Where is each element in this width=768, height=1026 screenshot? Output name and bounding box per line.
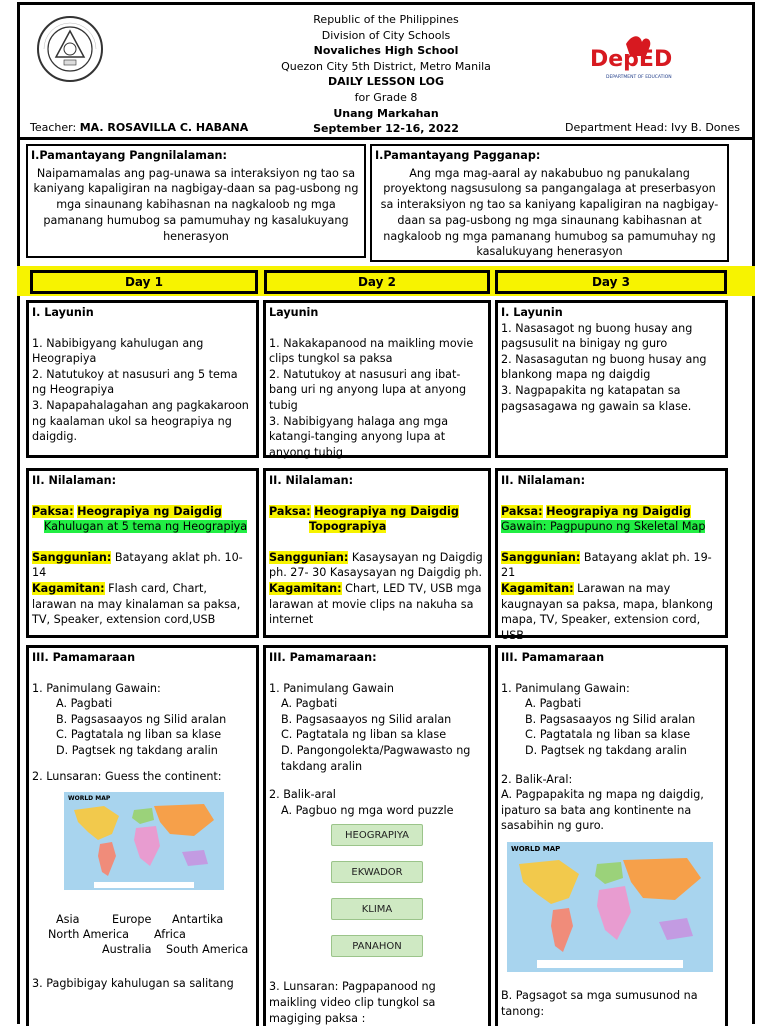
method-step: C. Pagtatala ng liban sa klase: [525, 728, 691, 742]
kagamitan-label: Kagamitan:: [501, 581, 574, 595]
method-title: III. Pamamaraan:: [269, 651, 377, 664]
paksa-subtopic: Topograpiya: [309, 520, 387, 534]
sanggunian-text: Batayang aklat ph. 19-21: [501, 550, 712, 580]
content-standard-title: I.Pamantayang Pangnilalaman:: [31, 149, 227, 162]
day-2-method: [263, 645, 491, 1026]
sanggunian-text: Batayang aklat ph. 10-14: [32, 550, 243, 580]
method-step: A. Pagbati: [56, 697, 113, 711]
deped-logo-icon: [586, 32, 710, 82]
objectives-title: I. Layunin: [501, 306, 563, 319]
world-map-label: WORLD MAP: [68, 795, 111, 803]
objective-item: 2. Natutukoy at nasusuri ang ibat-bang uri ng anyong lupa at anyong tubig: [269, 367, 467, 412]
kagamitan-text: Flash card, Chart, larawan na may kinalaman sa paksa, TV, Speaker, extension cord,USB: [32, 581, 241, 627]
method-balik-aral-item: A. Pagpapakita ng mapa ng daigdig, ipaturo sa bata ang kontinente na sasabihin ng guro.: [501, 788, 704, 833]
objective-item: 3. Nabibigyang halaga ang mga katangi-tanging anyong lupa at anyong tubig: [269, 414, 449, 459]
content-standard-text: Naipamamalas ang pag-unawa sa interaksiyon ng tao sa kaniyang kapaligiran na nagbigay-daan sa pag-usbong ng mga sinaunang kabihasnan na nagkaloob ng mga pamanang humubog sa pamumuhay ng kasalukuyang henerasyon: [33, 166, 359, 243]
content-title: II. Nilalaman:: [501, 474, 586, 487]
content-standard-box: [26, 144, 366, 258]
word-puzzle-card: HEOGRAPIYA: [331, 824, 423, 846]
continent-name: Europe: [112, 913, 152, 927]
world-map-label: WORLD MAP: [511, 844, 561, 853]
paksa-topic: Heograpiya ng Daigdig: [546, 504, 691, 518]
continent-list: [32, 912, 253, 964]
content-title: II. Nilalaman:: [269, 474, 354, 487]
sanggunian-label: Sanggunian:: [269, 550, 349, 564]
method-intro: 1. Panimulang Gawain: [269, 681, 394, 695]
objective-item: 3. Nagpapakita ng katapatan sa pagsasagawa ng gawain sa klase.: [501, 383, 692, 413]
continent-name: North America: [48, 928, 129, 942]
content-title: II. Nilalaman:: [32, 474, 117, 487]
header-line-division: Division of City Schools: [321, 28, 451, 42]
world-map-icon: [64, 792, 224, 890]
paksa-label: Paksa:: [501, 504, 543, 518]
continent-name: Antartika: [172, 913, 224, 927]
document-header: [30, 12, 742, 135]
paksa-subtopic: Gawain: Pagpupuno ng Skeletal Map: [501, 520, 706, 534]
word-puzzle-card: PANAHON: [331, 935, 423, 957]
continent-name: Africa: [154, 928, 186, 942]
method-balik-aral-item: A. Pagbuo ng mga word puzzle: [281, 803, 454, 817]
sanggunian-label: Sanggunian:: [501, 550, 581, 564]
deped-logo-subtext: DEPARTMENT OF EDUCATION: [606, 75, 672, 80]
day-2-header: Day 2: [264, 270, 490, 294]
objectives-title: I. Layunin: [32, 306, 94, 319]
day-1-content: [26, 468, 259, 638]
objective-item: 1. Nasasagot ng buong husay ang pagsusulit na binigay ng guro: [501, 321, 693, 351]
school-address: Quezon City 5th District, Metro Manila: [281, 59, 491, 73]
performance-standard-text: Ang mga mag-aaral ay nakabubuo ng panukalang proyektong nagsusulong sa pangangalaga at preserbasyon sa interaksiyon ng tao sa kaniyang kapaligiran na nagbigay-daan sa pag-usbong ng mga sinaunang kabihasnan at nagkaloob ng mga pamanang humubog sa pamumuhay ng kasalukuyang henerasyon: [380, 166, 719, 259]
header-divider: [17, 137, 755, 140]
grade-level: for Grade 8: [354, 90, 418, 104]
kagamitan-text: Chart, LED TV, USB mga larawan at movie clips na nakuha sa internet: [269, 581, 482, 627]
method-balik-aral: 2. Balik-Aral:: [501, 772, 573, 786]
method-step: A. Pagbati: [281, 697, 338, 711]
teacher-name: MA. ROSAVILLA C. HABANA: [79, 121, 249, 134]
department-head: Department Head: Ivy B. Dones: [565, 121, 740, 134]
paksa-topic: Heograpiya ng Daigdig: [314, 504, 459, 518]
method-step: B. Pagsasaayos ng Silid aralan: [525, 712, 696, 726]
kagamitan-label: Kagamitan:: [269, 581, 342, 595]
method-intro: 1. Panimulang Gawain:: [501, 681, 630, 695]
continent-name: Asia: [56, 913, 80, 927]
teacher-label: Teacher:: [30, 121, 77, 134]
method-step: B. Pagsasaayos ng Silid aralan: [281, 712, 452, 726]
method-step: C. Pagtatala ng liban sa klase: [56, 728, 222, 742]
kagamitan-text: Larawan na may kaugnayan sa paksa, mapa, blankong mapa, TV, Speaker, extension cord, USB: [501, 581, 713, 642]
day-3-objectives: [495, 300, 728, 458]
objective-item: 2. Nasasagutan ng buong husay ang blankong mapa ng daigdig: [501, 352, 707, 382]
day-2-objectives: [263, 300, 491, 458]
day-1-method: [26, 645, 259, 1026]
world-map-icon: [507, 842, 713, 972]
paksa-subtopic: Kahulugan at 5 tema ng Heograpiya: [44, 520, 248, 534]
day-1-header: Day 1: [30, 270, 258, 294]
continent-name: South America: [166, 943, 249, 957]
method-title: III. Pamamaraan: [32, 651, 136, 664]
method-next-step: B. Pagsagot sa mga sumusunod na tanong:: [501, 988, 698, 1018]
method-title: III. Pamamaraan: [501, 651, 605, 664]
header-line-republic: Republic of the Philippines: [313, 13, 459, 26]
sanggunian-label: Sanggunian:: [32, 550, 112, 564]
paksa-label: Paksa:: [269, 504, 311, 518]
method-balik-aral: 2. Balik-aral: [269, 788, 336, 802]
method-step: A. Pagbati: [525, 697, 582, 711]
word-puzzle-card: KLIMA: [331, 898, 423, 920]
method-next-step: 3. Lunsaran: Pagpapanood ng maikling video clip tungkol sa magiging paksa :: [269, 980, 436, 1025]
day-3-content: [495, 468, 728, 642]
teacher-line: [30, 121, 248, 134]
deped-logo-text: DepED: [590, 47, 673, 72]
document-title: DAILY LESSON LOG: [327, 75, 445, 89]
method-step: D. Pagtsek ng takdang aralin: [56, 743, 218, 757]
paksa-label: Paksa:: [32, 504, 74, 518]
day-3-header: Day 3: [495, 270, 727, 294]
method-next-step: 3. Pagbibigay kahulugan sa salitang: [32, 977, 234, 991]
method-lunsaran: 2. Lunsaran: Guess the continent:: [32, 769, 222, 783]
performance-standard-title: I.Pamantayang Pagganap:: [375, 149, 541, 162]
objective-item: 1. Nabibigyang kahulugan ang Heograpiya: [32, 336, 204, 366]
objective-item: 1. Nakakapanood na maikling movie clips tungkol sa paksa: [269, 336, 474, 366]
paksa-topic: Heograpiya ng Daigdig: [77, 504, 222, 518]
method-step: D. Pangongolekta/Pagwawasto ng takdang aralin: [281, 743, 471, 773]
school-name: Novaliches High School: [313, 44, 459, 58]
objective-item: 3. Napapahalagahan ang pagkakaroon ng kaalaman ukol sa heograpiya ng daigdig.: [32, 398, 249, 444]
objectives-title: Layunin: [269, 306, 319, 319]
day-2-content: [263, 468, 491, 638]
objective-item: 2. Natutukoy at nasusuri ang 5 tema ng Heograpiya: [32, 367, 238, 397]
continent-name: Australia: [102, 943, 152, 957]
lesson-date: September 12-16, 2022: [313, 122, 459, 136]
kagamitan-label: Kagamitan:: [32, 581, 105, 595]
method-step: C. Pagtatala ng liban sa klase: [281, 728, 447, 742]
method-step: D. Pagtsek ng takdang aralin: [525, 743, 687, 757]
day-1-objectives: [26, 300, 259, 458]
sanggunian-text: Kasaysayan ng Daigdig ph. 27- 30 Kasaysayan ng Daigdig ph.: [269, 550, 483, 580]
method-intro: 1. Panimulang Gawain:: [32, 681, 161, 695]
word-puzzle-card: EKWADOR: [331, 861, 423, 883]
method-step: B. Pagsasaayos ng Silid aralan: [56, 712, 227, 726]
performance-standard-box: [370, 144, 729, 262]
day-3-method: [495, 645, 728, 1026]
quarter: Unang Markahan: [333, 106, 439, 120]
